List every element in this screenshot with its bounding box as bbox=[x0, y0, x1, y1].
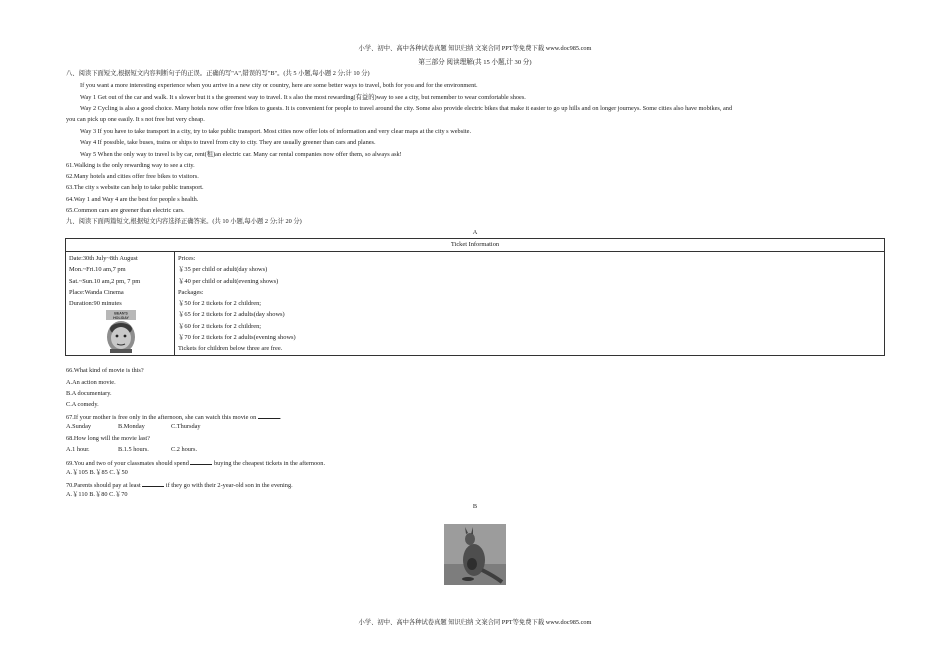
question-63: 63.The city s website can help to take public transport. bbox=[66, 184, 204, 191]
section8-instruction: 八、阅读下面短文,根据短文内容判断句子的正误。正确的写"A",错误的写"B"。(共 5 小题,每小题 2 分;计 10 分) bbox=[66, 70, 370, 77]
movie-poster-icon bbox=[66, 309, 174, 353]
question-67 bbox=[66, 413, 281, 421]
ticket-table bbox=[65, 238, 885, 356]
q67-option-c: C.Thursday bbox=[171, 423, 201, 430]
passage-way2-cont: you can pick up one easily. It s not free but very cheap. bbox=[66, 116, 205, 123]
ticket-date: Date:30th July~8th August bbox=[69, 255, 138, 262]
package-4: ￥70 for 2 tickets for 2 adults(evening shows) bbox=[178, 334, 296, 342]
q67-blank bbox=[258, 413, 280, 419]
question-70 bbox=[66, 481, 293, 489]
package-2: ￥65 for 2 tickets for 2 adults(day shows) bbox=[178, 311, 285, 319]
q69-blank bbox=[190, 459, 212, 465]
question-69 bbox=[66, 459, 325, 467]
q67-options bbox=[66, 424, 201, 430]
header-banner: 小学、初中、高中各种试卷真题 知识归纳 文案合同 PPT等免费下载 www.doc985.com bbox=[358, 45, 592, 52]
question-61: 61.Walking is the only rewarding way to see a city. bbox=[66, 162, 195, 169]
prices-label: Prices: bbox=[178, 255, 196, 262]
passage-a-label: A bbox=[472, 229, 478, 236]
q66-option-a: A.An action movie. bbox=[66, 379, 116, 386]
question-64: 64.Way 1 and Way 4 are the best for people s health. bbox=[66, 196, 199, 203]
price-day: ￥35 per child or adult(day shows) bbox=[178, 266, 268, 274]
q69-text: 69.You and two of your classmates should spend bbox=[66, 460, 189, 467]
q70-blank bbox=[142, 481, 164, 487]
q66-option-c: C.A comedy. bbox=[66, 401, 99, 408]
poster-title-line2: HOLIDAY bbox=[113, 316, 129, 321]
passage-intro: If you want a more interesting experience when you arrive in a new city or country, here are some better ways to travel, both for you and for the environment. bbox=[80, 82, 478, 89]
free-note: Tickets for children below three are free. bbox=[178, 345, 283, 353]
passage-way5: Way 5 When the only way to travel is by car, rent(租)an electric car. Many car rental companies now offer them, so always ask! bbox=[80, 151, 402, 158]
q67-text: 67.If your mother is free only in the afternoon, she can watch this movie on bbox=[66, 414, 257, 421]
movie-poster-image bbox=[66, 309, 174, 353]
q68-option-c: C.2 hours. bbox=[171, 446, 198, 453]
ticket-duration: Duration:90 minutes bbox=[69, 300, 122, 308]
q67-option-a: A.Sunday bbox=[66, 423, 92, 430]
packages-label: Packages: bbox=[178, 288, 204, 296]
q70-options: A.￥110 B.￥80 C.￥70 bbox=[66, 491, 128, 498]
question-65: 65.Common cars are greener than electric cars. bbox=[66, 207, 185, 214]
question-62: 62.Many hotels and cities offer free bikes to visitors. bbox=[66, 173, 199, 180]
footer-banner: 小学、初中、高中各种试卷真题 知识归纳 文案合同 PPT等免费下载 www.doc985.com bbox=[358, 619, 592, 626]
passage-way3: Way 3 If you have to take transport in a city, try to take public transport. Most cities now offer lots of information and very clear maps at the city s website. bbox=[80, 128, 472, 135]
passage-way1: Way 1 Get out of the car and walk. It s slower but it s the greenest way to travel. It s also the most rewarding(有益的)way to see a city, but remember to wear comfortable shoes. bbox=[80, 94, 526, 101]
kangaroo-photo bbox=[444, 524, 506, 585]
price-evening: ￥40 per child or adult(evening shows) bbox=[178, 277, 279, 285]
ticket-left-cell bbox=[66, 252, 175, 356]
q70-text: 70.Parents should pay at least bbox=[66, 482, 141, 489]
q66-option-b: B.A documentary. bbox=[66, 390, 112, 397]
ticket-place: Place:Wanda Cinema bbox=[69, 288, 124, 296]
q69-text-end: buying the cheapest tickets in the afternoon. bbox=[214, 460, 326, 467]
q67-option-b: B.Monday bbox=[118, 423, 145, 430]
q70-text-end: if they go with their 2-year-old son in the evening. bbox=[165, 482, 293, 489]
passage-way4: Way 4 If possible, take buses, trains or ships to travel from city to city. They are usually greener than cars and planes. bbox=[80, 139, 376, 146]
part-title: 第三部分 阅读理解(共 15 小题,计 30 分) bbox=[418, 59, 532, 66]
q68-option-b: B.1.5 hours. bbox=[118, 446, 149, 453]
passage-way2: Way 2 Cycling is also a good choice. Many hotels now offer free bikes to guests. It is convenient for people to travel around the city. Some also provide electric bikes that make it easier to go up hills and on longer journeys. Some cities also have mobikes, and bbox=[80, 105, 733, 112]
package-1: ￥50 for 2 tickets for 2 children; bbox=[178, 300, 262, 308]
ticket-title: Ticket Information bbox=[66, 239, 885, 252]
ticket-right-cell bbox=[175, 252, 885, 356]
question-68: 68.How long will the movie last? bbox=[66, 435, 150, 442]
q67-end: . bbox=[279, 414, 282, 421]
poster-title-line1: BEAN'S bbox=[114, 311, 128, 316]
q68-option-a: A.1 hour. bbox=[66, 446, 90, 453]
ticket-weekend-times: Sat.~Sun.10 am,2 pm, 7 pm bbox=[69, 277, 141, 285]
package-3: ￥60 for 2 tickets for 2 children; bbox=[178, 322, 262, 330]
q69-options: A.￥105 B.￥85 C.￥50 bbox=[66, 469, 128, 476]
question-66: 66.What kind of movie is this? bbox=[66, 367, 144, 374]
ticket-weekday-times: Mon.~Fri.10 am,7 pm bbox=[69, 266, 126, 274]
kangaroo-icon bbox=[444, 524, 506, 585]
passage-b-label: B bbox=[472, 503, 478, 510]
q68-options bbox=[66, 447, 197, 453]
section9-instruction: 九、阅读下面两篇短文,根据短文内容选择正确答案。(共 10 小题,每小题 2 分;计 20 分) bbox=[66, 218, 302, 225]
